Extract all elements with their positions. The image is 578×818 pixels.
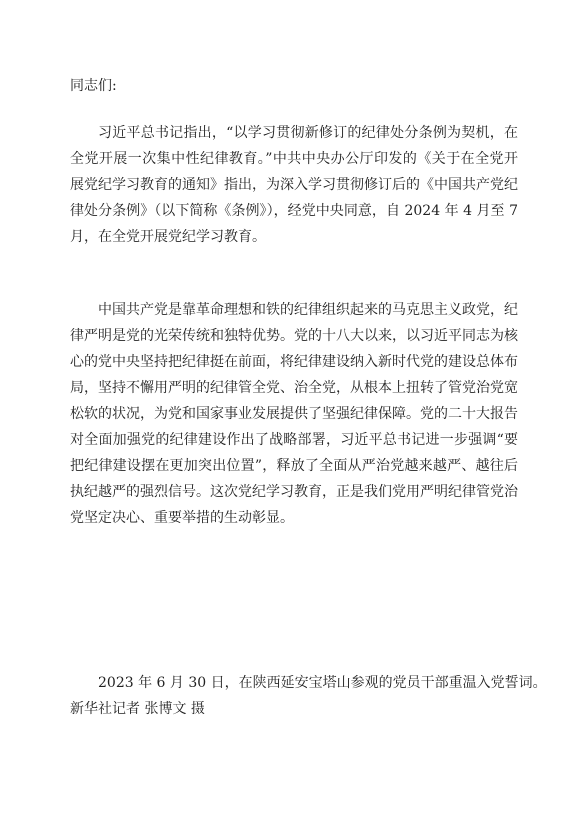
greeting-line: 同志们: bbox=[70, 78, 117, 94]
paragraph-2: 中国共产党是靠革命理想和铁的纪律组织起来的马克思主义政党，纪律严明是党的光荣传统和独特优势。党的十八大以来，以习近平同志为核心的党中央坚持把纪律挺在前面，将纪律建设纳入新时代党的建设总体布局，坚持不懈用严明的纪律管全党、治全党，从根本上扭转了管党治党宽松软的状况，为党和国家事业发展提供了坚强纪律保障。党的二十大报告对全面加强党的纪律建设作出了战略部署，习近平总书记进一步强调“要把纪律建设摆在更加突出位置”，释放了全面从严治党越来越严、越往后执纪越严的强烈信号。这次党纪学习教育，正是我们党用严明纪律管党治党坚定决心、重要举措的生动彰显。 bbox=[70, 302, 518, 526]
paragraph-1: 习近平总书记指出，“以学习贯彻新修订的纪律处分条例为契机，在全党开展一次集中性纪律教育。”中共中央办公厅印发的《关于在全党开展党纪学习教育的通知》指出，为深入学习贯彻修订后的《中国共产党纪律处分条例》（以下简称《条例》），经党中央同意，自 2024 年 4 月至 7 月，在全党开展党纪学习教育。 bbox=[70, 125, 518, 245]
photo-caption: 2023 年 6 月 30 日，在陕西延安宝塔山参观的党员干部重温入党誓词。 bbox=[98, 675, 547, 691]
photo-credit: 新华社记者 张博文 摄 bbox=[70, 701, 205, 717]
